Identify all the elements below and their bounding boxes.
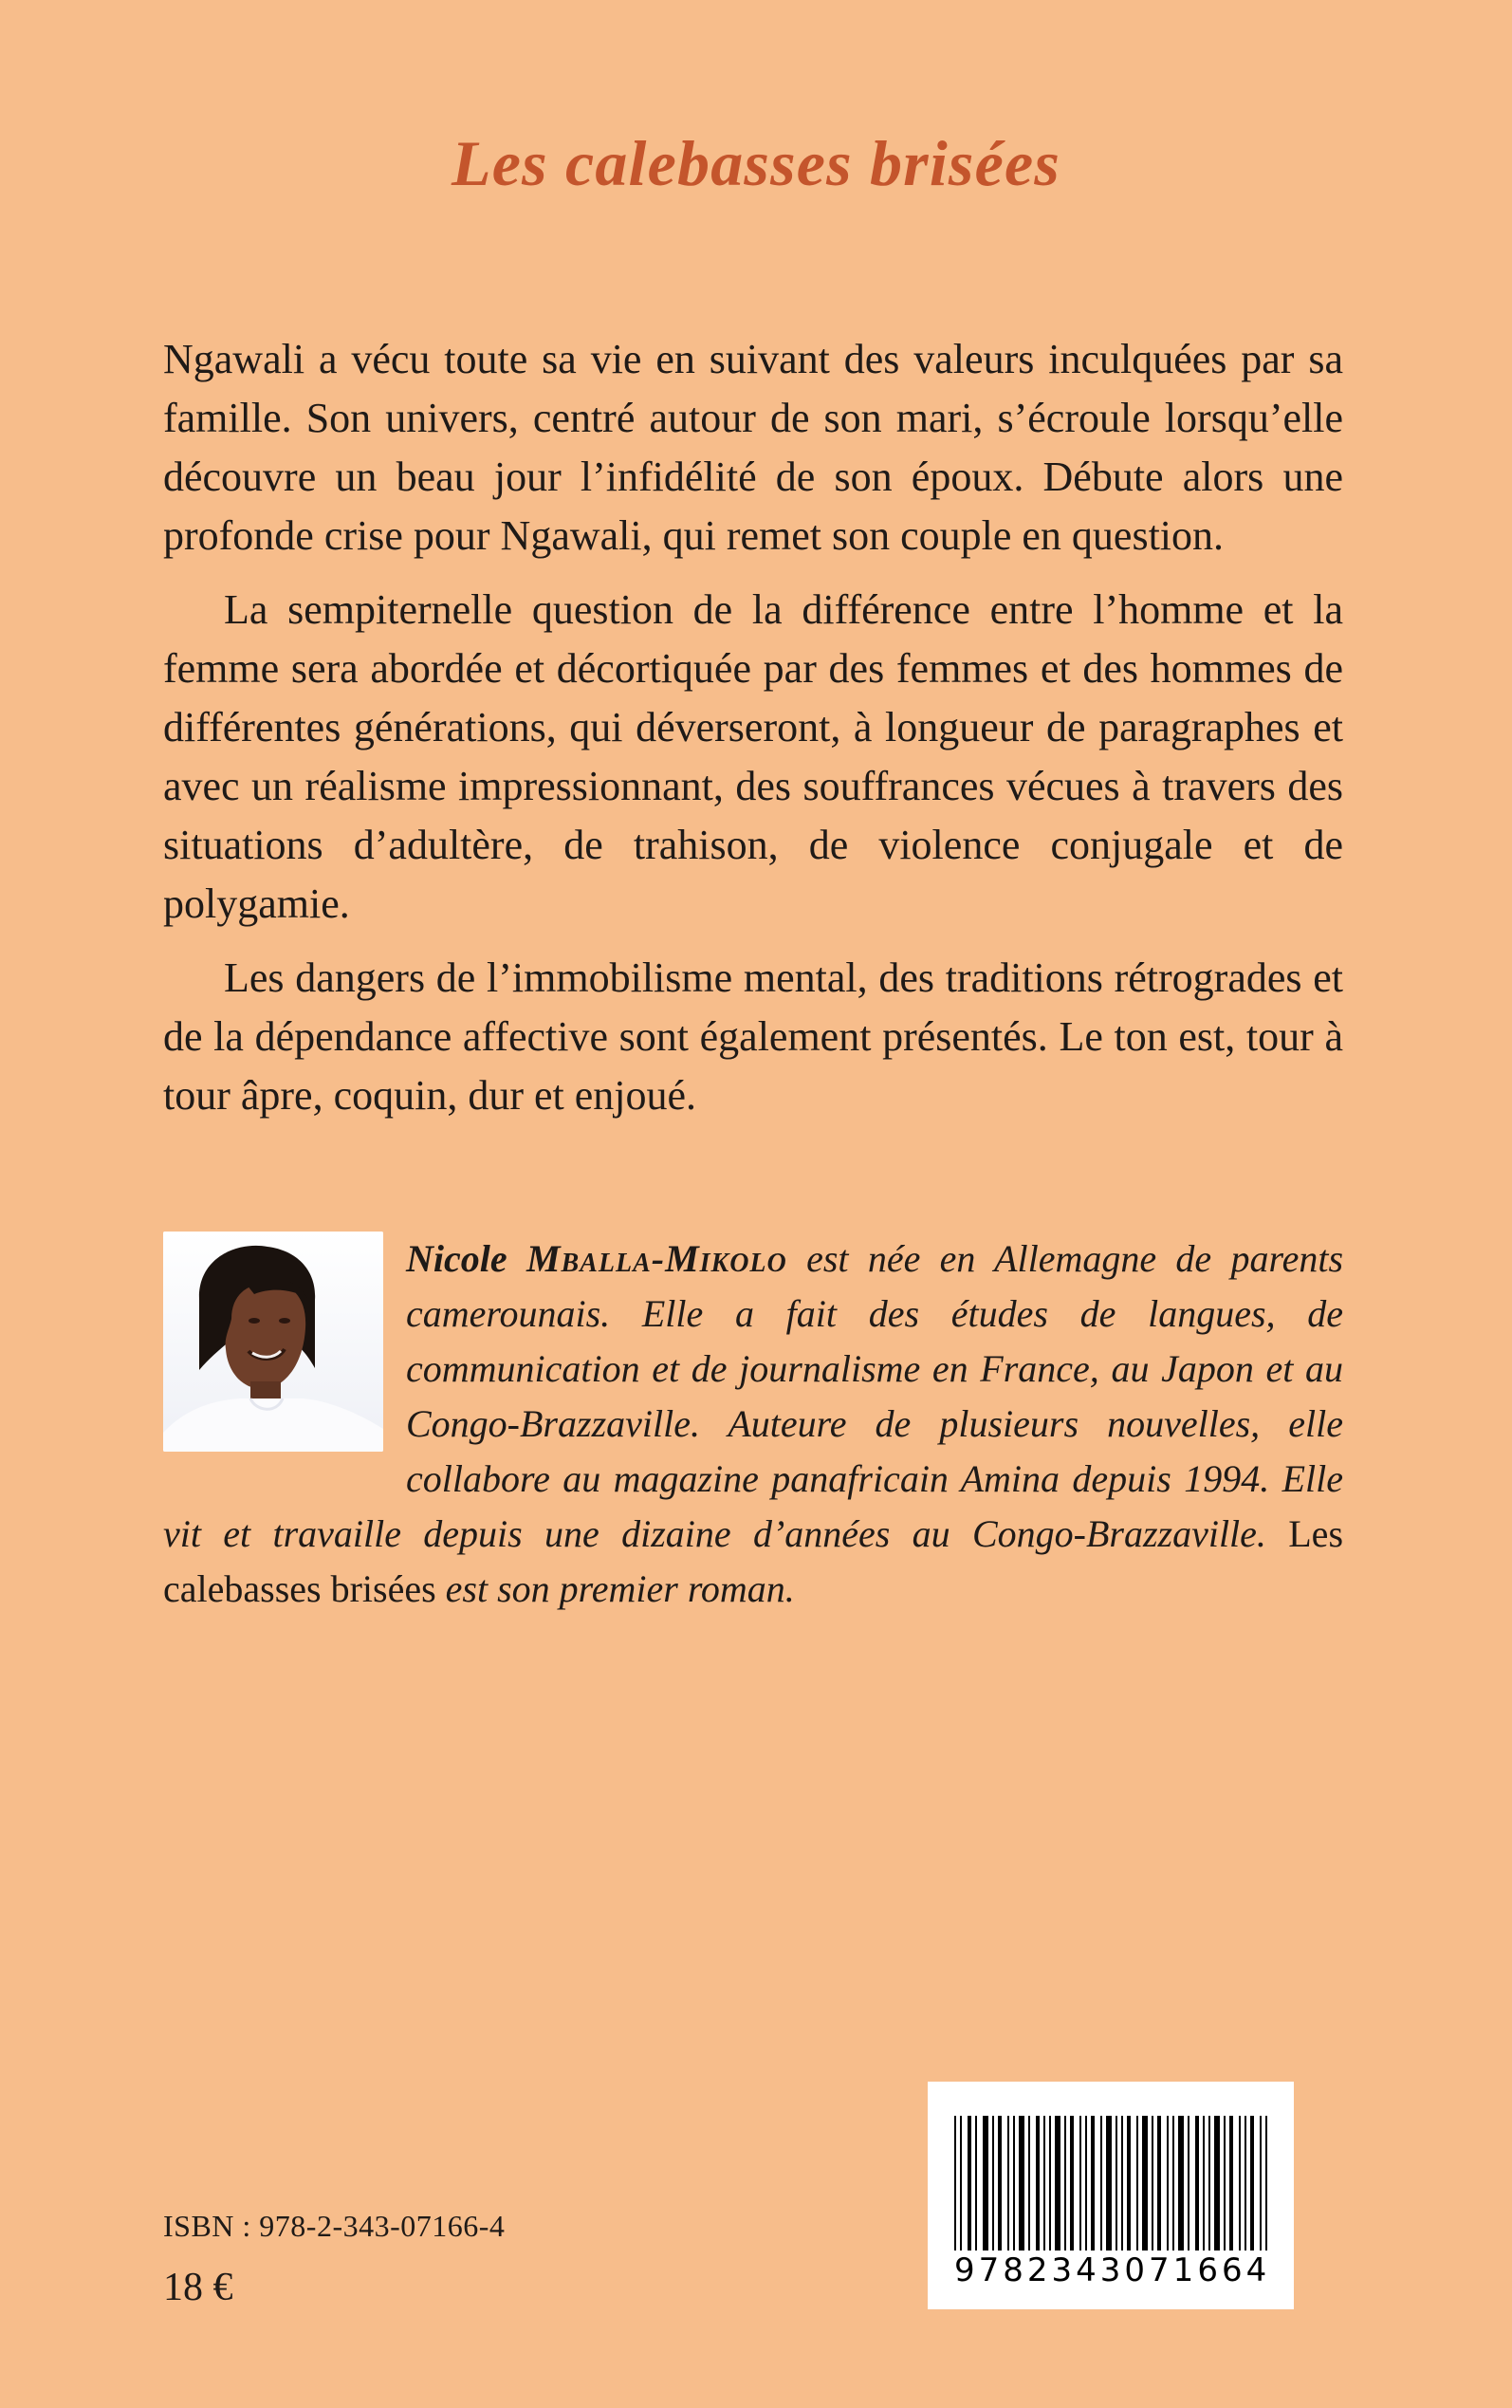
author-book-reference: Les calebasses brisées bbox=[163, 1512, 1344, 1610]
barcode-digits: 9782343071664 bbox=[954, 2251, 1271, 2289]
author-bio bbox=[163, 1232, 1343, 1617]
synopsis-paragraph-3: Les dangers de l’immobilisme mental, des traditions rétrogrades et de la dépendance affective sont également présentés. Le ton est, tour à tour âpre, coquin, dur et enjoué. bbox=[163, 954, 1343, 1119]
author-surname: Mballa-Mikolo bbox=[526, 1237, 787, 1280]
synopsis-paragraph-2: La sempiternelle question de la différence entre l’homme et la femme sera abordée et décortiquée par des femmes et des hommes de différentes générations, qui déverseront, à longueur de paragraphes et avec un réalisme impressionnant, des souffrances vécues à travers des situations d’adultère, de trahison, de violence conjugale et de polygamie. bbox=[163, 586, 1343, 927]
synopsis-paragraph-1: Ngawali a vécu toute sa vie en suivant des valeurs inculquées par sa famille. Son univers, centré autour de son mari, s’écroule lorsqu’elle découvre un beau jour l’infidélité de son époux. Débute alors une profonde crise pour Ngawali, qui remet son couple en question. bbox=[163, 336, 1343, 559]
isbn-label: ISBN : 978-2-343-07166-4 bbox=[163, 2209, 506, 2243]
synopsis bbox=[163, 330, 1343, 1140]
author-first-name: Nicole bbox=[406, 1237, 507, 1280]
barcode bbox=[928, 2082, 1294, 2309]
author-closing: est son premier roman. bbox=[445, 1567, 795, 1610]
book-title: Les calebasses brisées bbox=[451, 127, 1061, 199]
author-bio-text: est née en Allemagne de parents camerounais. Elle a fait des études de langues, de communication et de journalisme en France, au Japon et au Congo-Brazzaville. Auteure de plusieurs nouvelles, elle collabore au magazine panafricain Amina depuis 1994. Elle vit et travaille depuis une dizaine d’années au Congo-Brazzaville. bbox=[163, 1237, 1344, 1555]
author-photo bbox=[163, 1232, 383, 1452]
price-label: 18 € bbox=[163, 2266, 233, 2309]
